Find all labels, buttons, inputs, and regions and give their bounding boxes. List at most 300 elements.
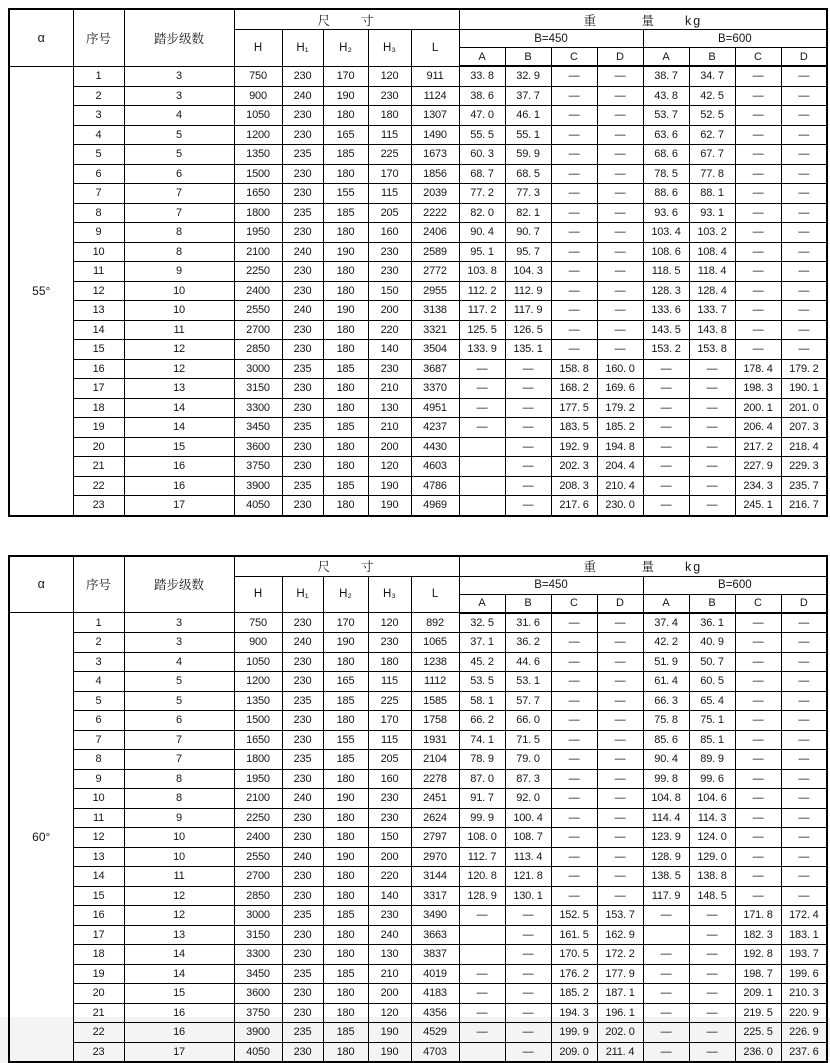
cell-h3: 190 [368,476,411,496]
header-col-b: B [689,48,735,67]
cell-b600-a: — [643,1023,689,1043]
cell-b450-b: — [505,1023,551,1043]
cell-h2: 185 [323,359,368,379]
header-b450: B=450 [459,30,643,48]
cell-b450-a: 82. 0 [459,203,505,223]
cell-b450-c: — [551,223,597,243]
cell-h2: 190 [323,847,368,867]
cell-steps: 3 [124,66,234,86]
cell-b600-c: 182. 3 [735,925,781,945]
cell-l: 2624 [411,808,459,828]
cell-h1: 235 [282,750,323,770]
table-row [9,164,827,184]
cell-b600-d: — [781,184,827,204]
cell-b450-c: — [551,691,597,711]
cell-b600-d: — [781,808,827,828]
cell-h3: 170 [368,711,411,731]
cell-b600-c: — [735,652,781,672]
cell-b600-d: — [781,750,827,770]
cell-b450-c: — [551,125,597,145]
cell-h2: 180 [323,925,368,945]
cell-h3: 230 [368,808,411,828]
cell-b450-a: 103. 8 [459,262,505,282]
cell-l: 2406 [411,223,459,243]
cell-h1: 235 [282,203,323,223]
cell-l: 3663 [411,925,459,945]
cell-b600-b: 60. 5 [689,672,735,692]
cell-b600-d: — [781,106,827,126]
cell-l: 2104 [411,750,459,770]
table-row [9,964,827,984]
cell-h1: 230 [282,808,323,828]
cell-h: 900 [234,86,282,106]
cell-b600-b: — [689,925,735,945]
cell-b450-b: — [505,457,551,477]
cell-h: 2250 [234,262,282,282]
cell-b600-c: — [735,66,781,86]
cell-h2: 165 [323,125,368,145]
cell-b450-b: 92. 0 [505,789,551,809]
cell-l: 3687 [411,359,459,379]
cell-h: 3150 [234,925,282,945]
cell-b450-c: — [551,789,597,809]
cell-b600-d: 207. 3 [781,418,827,438]
header-dimensions: 尺 寸 [234,9,459,30]
cell-b600-a: 85. 6 [643,730,689,750]
cell-h3: 230 [368,359,411,379]
cell-h3: 240 [368,925,411,945]
cell-b600-d: — [781,730,827,750]
cell-b450-c: 194. 3 [551,1003,597,1023]
table-row [9,86,827,106]
header-dim-h1: H₁ [282,576,323,613]
cell-b600-a: — [643,496,689,516]
cell-l: 1931 [411,730,459,750]
cell-h3: 120 [368,1003,411,1023]
cell-b450-a: 95. 1 [459,242,505,262]
header-steps: 踏步级数 [124,556,234,613]
cell-b450-a: 60. 3 [459,145,505,165]
cell-l: 3370 [411,379,459,399]
cell-steps: 10 [124,281,234,301]
cell-b450-c: — [551,86,597,106]
cell-h3: 130 [368,398,411,418]
cell-b600-a: — [643,379,689,399]
cell-b450-c: — [551,301,597,321]
cell-h1: 235 [282,145,323,165]
cell-h1: 240 [282,789,323,809]
cell-b450-a: — [459,1003,505,1023]
cell-h2: 185 [323,145,368,165]
cell-b600-d: — [781,828,827,848]
cell-l: 4237 [411,418,459,438]
cell-h3: 230 [368,789,411,809]
cell-h1: 230 [282,984,323,1004]
cell-b450-d: — [597,86,643,106]
cell-h: 1350 [234,691,282,711]
header-col-a: A [643,48,689,67]
cell-h1: 230 [282,125,323,145]
cell-b600-b: — [689,1042,735,1062]
cell-h3: 180 [368,106,411,126]
alpha-value: 55° [9,66,73,516]
cell-b600-b: 153. 8 [689,340,735,360]
cell-h3: 230 [368,262,411,282]
cell-serial: 2 [73,86,124,106]
cell-serial: 14 [73,867,124,887]
cell-b450-a: 90. 4 [459,223,505,243]
cell-b450-c: — [551,672,597,692]
cell-h3: 205 [368,750,411,770]
cell-b600-a: 75. 8 [643,711,689,731]
cell-steps: 4 [124,106,234,126]
table-row [9,418,827,438]
cell-h2: 180 [323,886,368,906]
cell-h3: 130 [368,945,411,965]
cell-b450-a: 125. 5 [459,320,505,340]
table-row [9,867,827,887]
table-row [9,808,827,828]
cell-b600-c: 225. 5 [735,1023,781,1043]
cell-h1: 240 [282,242,323,262]
cell-h1: 240 [282,847,323,867]
cell-b600-b: — [689,359,735,379]
cell-h1: 230 [282,340,323,360]
cell-b450-d: — [597,652,643,672]
cell-b600-d: — [781,652,827,672]
cell-b600-d: 183. 1 [781,925,827,945]
cell-h2: 180 [323,984,368,1004]
cell-b450-b: 112. 9 [505,281,551,301]
cell-serial: 4 [73,125,124,145]
cell-b600-a: 42. 2 [643,633,689,653]
cell-l: 3138 [411,301,459,321]
cell-l: 2589 [411,242,459,262]
cell-b450-b: — [505,984,551,1004]
cell-steps: 7 [124,184,234,204]
cell-b450-b: — [505,945,551,965]
cell-b600-c: — [735,164,781,184]
table-row [9,242,827,262]
cell-b450-d: — [597,320,643,340]
cell-b600-d: 226. 9 [781,1023,827,1043]
cell-b600-a: — [643,418,689,438]
table-row [9,906,827,926]
header-col-a: A [459,48,505,67]
cell-h2: 180 [323,340,368,360]
cell-l: 2278 [411,769,459,789]
cell-l: 1307 [411,106,459,126]
cell-b600-b: — [689,398,735,418]
cell-h3: 115 [368,730,411,750]
cell-h2: 170 [323,66,368,86]
header-b450: B=450 [459,576,643,594]
cell-b600-c: — [735,633,781,653]
table-row [9,66,827,86]
header-alpha: α [9,556,73,613]
cell-b600-c: 227. 9 [735,457,781,477]
cell-steps: 8 [124,242,234,262]
cell-b600-d: 235. 7 [781,476,827,496]
cell-b600-d: — [781,262,827,282]
cell-b600-c: — [735,125,781,145]
cell-b450-a: 47. 0 [459,106,505,126]
cell-h: 1650 [234,184,282,204]
cell-steps: 10 [124,828,234,848]
header-col-b: B [505,594,551,613]
cell-b600-b: 88. 1 [689,184,735,204]
cell-b600-c: — [735,340,781,360]
cell-steps: 12 [124,359,234,379]
cell-b450-b: — [505,418,551,438]
cell-h1: 230 [282,398,323,418]
cell-b600-a: 138. 5 [643,867,689,887]
cell-h2: 185 [323,418,368,438]
cell-b600-d: — [781,769,827,789]
cell-b450-d: — [597,184,643,204]
cell-b600-c: — [735,262,781,282]
table-row [9,223,827,243]
cell-b600-b: — [689,906,735,926]
cell-b600-c: — [735,106,781,126]
cell-b600-c: — [735,711,781,731]
cell-b450-a: 117. 2 [459,301,505,321]
cell-b600-d: 193. 7 [781,945,827,965]
cell-b600-d: 179. 2 [781,359,827,379]
cell-b450-b: 37. 7 [505,86,551,106]
cell-b450-d: — [597,164,643,184]
cell-h: 1050 [234,652,282,672]
cell-b450-b: — [505,964,551,984]
cell-h1: 230 [282,164,323,184]
cell-h1: 230 [282,828,323,848]
cell-h1: 240 [282,301,323,321]
cell-h1: 235 [282,906,323,926]
cell-h: 2250 [234,808,282,828]
cell-serial: 8 [73,203,124,223]
cell-b600-a: 93. 6 [643,203,689,223]
header-serial: 序号 [73,9,124,66]
cell-serial: 22 [73,476,124,496]
cell-steps: 9 [124,808,234,828]
table-row [9,184,827,204]
table-row [9,652,827,672]
cell-steps: 14 [124,945,234,965]
cell-serial: 9 [73,223,124,243]
cell-h1: 230 [282,730,323,750]
table-row [9,730,827,750]
cell-b600-c: — [735,242,781,262]
cell-b450-d: — [597,828,643,848]
cell-h3: 200 [368,847,411,867]
cell-serial: 12 [73,281,124,301]
cell-h1: 230 [282,867,323,887]
table-row [9,613,827,633]
cell-b600-a: 128. 3 [643,281,689,301]
cell-h2: 180 [323,828,368,848]
table-row [9,301,827,321]
cell-serial: 11 [73,262,124,282]
cell-h: 3450 [234,964,282,984]
cell-b450-b: 108. 7 [505,828,551,848]
cell-h3: 190 [368,496,411,516]
cell-h1: 235 [282,476,323,496]
cell-b600-a: 61. 4 [643,672,689,692]
cell-b450-b: 71. 5 [505,730,551,750]
cell-b600-b: 138. 8 [689,867,735,887]
cell-h2: 180 [323,769,368,789]
cell-h: 4050 [234,1042,282,1062]
cell-l: 1673 [411,145,459,165]
cell-l: 4183 [411,984,459,1004]
cell-h2: 190 [323,301,368,321]
table-row [9,281,827,301]
cell-b600-d: — [781,633,827,653]
cell-h: 3300 [234,945,282,965]
cell-b600-d: 220. 9 [781,1003,827,1023]
cell-h2: 190 [323,789,368,809]
cell-h3: 200 [368,301,411,321]
cell-h: 2400 [234,828,282,848]
cell-serial: 13 [73,301,124,321]
cell-b600-c: — [735,672,781,692]
cell-b450-c: — [551,711,597,731]
cell-b450-b: 130. 1 [505,886,551,906]
cell-h2: 170 [323,613,368,633]
cell-b600-d: — [781,281,827,301]
cell-b600-a: 78. 5 [643,164,689,184]
cell-b600-a: — [643,1042,689,1062]
cell-serial: 15 [73,340,124,360]
cell-b450-b: — [505,398,551,418]
cell-b600-c: — [735,750,781,770]
cell-b450-b: 46. 1 [505,106,551,126]
table-body [9,66,827,516]
cell-b450-b: 59. 9 [505,145,551,165]
cell-h: 1200 [234,125,282,145]
cell-h1: 230 [282,281,323,301]
cell-b600-d: — [781,320,827,340]
cell-b450-b: 87. 3 [505,769,551,789]
cell-b600-b: 133. 7 [689,301,735,321]
cell-b450-d: 230. 0 [597,496,643,516]
cell-b450-a: 128. 9 [459,886,505,906]
cell-h2: 180 [323,223,368,243]
cell-b450-a [459,476,505,496]
cell-steps: 6 [124,164,234,184]
cell-b600-b: — [689,1023,735,1043]
cell-b450-a: — [459,359,505,379]
cell-h1: 235 [282,359,323,379]
cell-b450-b: 135. 1 [505,340,551,360]
cell-serial: 5 [73,691,124,711]
cell-l: 911 [411,66,459,86]
cell-serial: 3 [73,652,124,672]
header-dim-h2: H₂ [323,576,368,613]
cell-steps: 16 [124,1003,234,1023]
cell-h1: 235 [282,418,323,438]
cell-h3: 120 [368,66,411,86]
cell-b600-c: — [735,730,781,750]
cell-b450-b: 82. 1 [505,203,551,223]
cell-serial: 23 [73,496,124,516]
cell-steps: 14 [124,418,234,438]
cell-h3: 210 [368,418,411,438]
cell-b600-b: 93. 1 [689,203,735,223]
cell-steps: 17 [124,1042,234,1062]
cell-b600-a: — [643,437,689,457]
cell-b600-b: 103. 2 [689,223,735,243]
cell-serial: 1 [73,66,124,86]
cell-b600-d: 172. 4 [781,906,827,926]
table-row [9,496,827,516]
cell-h2: 185 [323,906,368,926]
cell-h3: 160 [368,769,411,789]
cell-b450-b: 126. 5 [505,320,551,340]
cell-h: 1500 [234,164,282,184]
cell-steps: 5 [124,672,234,692]
cell-l: 2222 [411,203,459,223]
cell-l: 3504 [411,340,459,360]
cell-serial: 7 [73,730,124,750]
cell-b450-a: 99. 9 [459,808,505,828]
cell-b600-b: — [689,984,735,1004]
cell-b450-d: — [597,769,643,789]
cell-b600-c: — [735,789,781,809]
cell-b600-a: 143. 5 [643,320,689,340]
cell-serial: 10 [73,789,124,809]
cell-steps: 17 [124,496,234,516]
cell-b450-b: 121. 8 [505,867,551,887]
cell-h1: 230 [282,613,323,633]
cell-h2: 155 [323,184,368,204]
table-row [9,457,827,477]
cell-steps: 6 [124,711,234,731]
cell-b450-d: — [597,223,643,243]
cell-b600-c: — [735,145,781,165]
cell-b600-b: 148. 5 [689,886,735,906]
cell-serial: 21 [73,1003,124,1023]
header-col-d: D [781,48,827,67]
cell-b450-b: 90. 7 [505,223,551,243]
cell-h: 750 [234,613,282,633]
cell-b450-c: — [551,652,597,672]
cell-h: 2850 [234,340,282,360]
cell-b450-a: — [459,398,505,418]
cell-b600-d: 190. 1 [781,379,827,399]
cell-b600-a: 99. 8 [643,769,689,789]
cell-steps: 15 [124,984,234,1004]
cell-b600-c: 236. 0 [735,1042,781,1062]
cell-l: 4529 [411,1023,459,1043]
cell-b600-b: — [689,496,735,516]
cell-b450-b: 95. 7 [505,242,551,262]
cell-b600-b: 77. 8 [689,164,735,184]
cell-b450-d: — [597,672,643,692]
cell-serial: 7 [73,184,124,204]
cell-b600-d: — [781,301,827,321]
cell-b600-a: 53. 7 [643,106,689,126]
cell-steps: 8 [124,769,234,789]
cell-serial: 16 [73,359,124,379]
spec-table-alpha-55 [8,8,828,517]
cell-h3: 205 [368,203,411,223]
cell-h2: 190 [323,86,368,106]
cell-l: 4951 [411,398,459,418]
header-dim-l: L [411,576,459,613]
cell-b600-d: — [781,66,827,86]
cell-steps: 8 [124,223,234,243]
